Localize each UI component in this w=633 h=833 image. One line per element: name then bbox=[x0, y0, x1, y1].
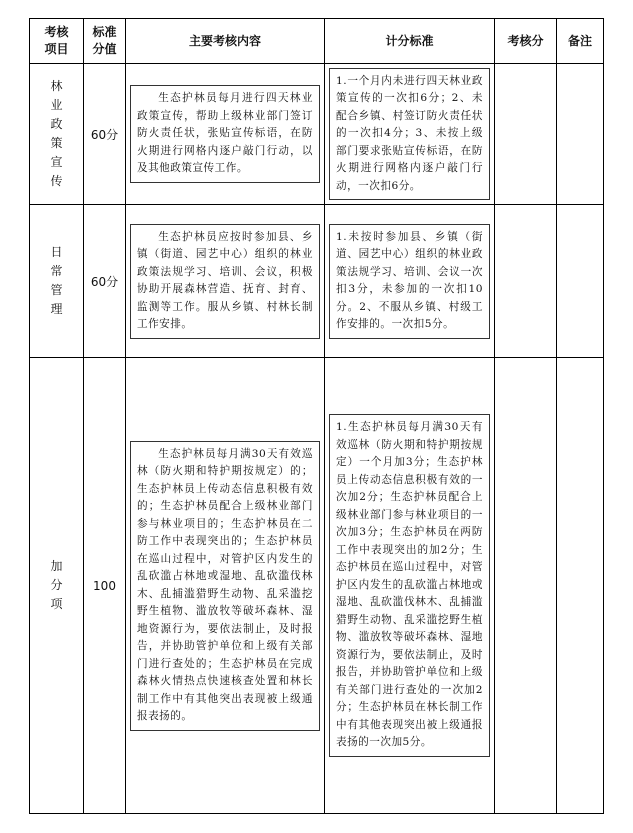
table-row bbox=[30, 64, 604, 205]
remarks-cell[interactable] bbox=[557, 358, 604, 814]
rule-text: 1.一个月内未进行四天林业政策宣传的一次扣6分；2、未配合乡镇、村签订防火责任状的一次扣4分；3、未按上级部门要求张贴宣传标语，在防火期进行网格内逐户敲门行动，一次扣6分。 bbox=[329, 68, 490, 201]
rule-text: 1.生态护林员每月满30天有效巡林（防火期和特护期按规定）一个月加3分；生态护林员上传动态信息积极有效的一次加2分；生态护林员配合上级林业部门参与林业项目的一次加3分；生态护林员在两防工作中表现突出的加2分；生态护林员在巡山过程中，对管护区内发生的乱砍滥占林地或湿地、乱砍滥伐林木、乱捕滥猎野生动物、乱采滥挖野生植物、滥放牧等破坏森林、湿地资源行为，要依法制止，及时报告，并协助管护单位和上级有关部门进行查处的一次加2分；生态护林员在林长制工作中有其他表现突出被上级通报表扬的一次加5分。 bbox=[329, 414, 490, 757]
rule-cell bbox=[325, 358, 495, 814]
header-assessment-score: 考核分 bbox=[495, 19, 557, 64]
assessment-score-cell[interactable] bbox=[495, 205, 557, 358]
content-cell bbox=[126, 64, 325, 205]
content-text: 生态护林员每月满30天有效巡林（防火期和特护期按规定）的；生态护林员上传动态信息积极有效的；生态护林员配合上级林业部门参与林业项目的；生态护林员在二防工作中表现突出的；生态护林员在巡山过程中，对管护区内发生的乱砍滥占林地或湿地、乱砍滥伐林木、乱捕滥猎野生动物、乱采滥挖野生植物、滥放牧等破坏森林、湿地资源行为，要依法制止，及时报告，并协助管护单位和上级有关部门进行查处的；生态护林员在完成森林火情热点快速核查处置和林长制工作中有其他突出表现被上级通报表扬的。 bbox=[130, 441, 320, 731]
rule-text: 1.未按时参加县、乡镇（街道、园艺中心）组织的林业政策法规学习、培训、会议一次扣3分，未参加的一次扣10分。2、不服从乡镇、村级工作安排的。一次扣5分。 bbox=[329, 224, 490, 339]
score-cell: 60分 bbox=[84, 205, 126, 358]
header-remarks: 备注 bbox=[557, 19, 604, 64]
assessment-score-cell[interactable] bbox=[495, 64, 557, 205]
assessment-table bbox=[29, 18, 604, 814]
header-content: 主要考核内容 bbox=[126, 19, 325, 64]
rule-cell bbox=[325, 64, 495, 205]
table-row bbox=[30, 358, 604, 814]
remarks-cell[interactable] bbox=[557, 64, 604, 205]
item-cell: 加分项 bbox=[30, 358, 84, 814]
content-text: 生态护林员每月进行四天林业政策宣传，帮助上级林业部门签订防火责任状，张贴宣传标语，在防火期进行网格内逐户敲门行动，以及其他政策宣传工作。 bbox=[130, 85, 320, 183]
table-row bbox=[30, 205, 604, 358]
score-cell: 100 bbox=[84, 358, 126, 814]
item-cell: 日常管理 bbox=[30, 205, 84, 358]
rule-cell bbox=[325, 205, 495, 358]
assessment-score-cell[interactable] bbox=[495, 358, 557, 814]
content-cell bbox=[126, 358, 325, 814]
score-cell: 60分 bbox=[84, 64, 126, 205]
remarks-cell[interactable] bbox=[557, 205, 604, 358]
header-scoring-rule: 计分标准 bbox=[325, 19, 495, 64]
content-cell bbox=[126, 205, 325, 358]
item-cell: 林业政策宣传 bbox=[30, 64, 84, 205]
header-standard-score: 标准分值 bbox=[84, 19, 126, 64]
content-text: 生态护林员应按时参加县、乡镇（街道、园艺中心）组织的林业政策法规学习、培训、会议，积极协助开展森林营造、抚育、封育、监测等工作。服从乡镇、村林长制工作安排。 bbox=[130, 224, 320, 339]
header-item: 考核项目 bbox=[30, 19, 84, 64]
header-row bbox=[30, 19, 604, 64]
